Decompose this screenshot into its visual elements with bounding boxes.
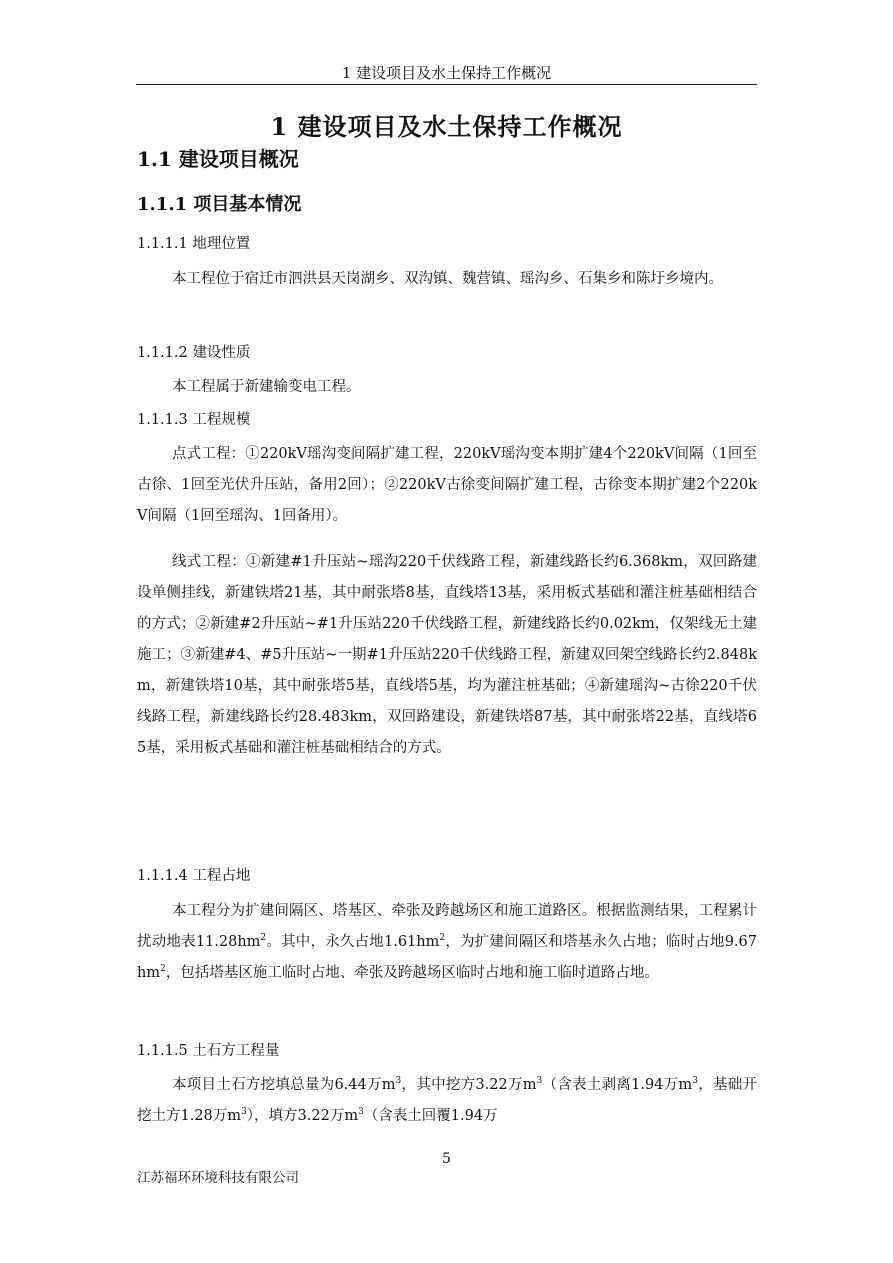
paragraph-nature: 本工程属于新建输变电工程。 <box>172 379 361 395</box>
superscript: 3 <box>395 1076 402 1087</box>
superscript: 3 <box>536 1076 543 1087</box>
page-number: 5 <box>442 1151 451 1167</box>
land-text-b: 。其中，永久占地1.61hm <box>266 934 440 950</box>
earthwork-text-d: ，基础开挖土方1.28万m <box>137 1077 757 1124</box>
superscript: 2 <box>160 964 166 975</box>
running-header: 1 建设项目及水土保持工作概况 <box>341 64 552 82</box>
subsection-title: 1.1.1 项目基本情况 <box>137 194 302 215</box>
superscript: 2 <box>260 933 267 944</box>
paragraph-earthwork <box>137 1070 757 1132</box>
earthwork-text-e: ），填方3.22万m <box>246 1108 359 1124</box>
earthwork-text-f: （含表土回覆1.94万 <box>363 1108 498 1124</box>
land-text-d: ，包括塔基区施工临时占地、牵张及跨越场区临时占地和施工临时道路占地。 <box>165 965 659 981</box>
superscript: 3 <box>241 1107 247 1118</box>
paragraph-land <box>137 896 757 989</box>
heading-location: 1.1.1.1 地理位置 <box>137 236 251 252</box>
chapter-title: 1 建设项目及水土保持工作概况 <box>270 112 623 141</box>
earthwork-text-b: ，其中挖方3.22万m <box>401 1077 537 1093</box>
paragraph-line-works: 线式工程：①新建#1升压站~瑶沟220千伏线路工程，新建线路长约6.368km，双回路建设单侧挂线，新建铁塔21基，其中耐张塔8基，直线塔13基，采用板式基础和灌注桩基础相结合的方式；②新建#2升压站~#1升压站220千伏线路工程，新建线路长约0.02km，仅架线无土建施工；③新建#4、#5升压站~一期#1升压站220千伏线路工程，新建双回架空线路长约2.848km，新建铁塔10基，其中耐张塔5基，直线塔5基，均为灌注桩基础；④新建瑶沟~古徐220千伏线路工程，新建线路长约28.483km，双回路建设，新建铁塔87基，其中耐张塔22基，直线塔65基，采用板式基础和灌注桩基础相结合的方式。 <box>137 554 757 756</box>
heading-earthwork: 1.1.1.5 土石方工程量 <box>137 1043 280 1059</box>
superscript: 2 <box>439 933 446 944</box>
superscript: 3 <box>692 1076 698 1087</box>
heading-nature: 1.1.1.2 建设性质 <box>137 345 251 361</box>
paragraph-location: 本工程位于宿迁市泗洪县天岗湖乡、双沟镇、魏营镇、瑶沟乡、石集乡和陈圩乡境内。 <box>172 271 723 287</box>
section-title: 1.1 建设项目概况 <box>137 147 299 171</box>
footer-company: 江苏福环环境科技有限公司 <box>137 1170 299 1186</box>
heading-scale: 1.1.1.3 工程规模 <box>137 412 251 428</box>
land-text-a: 本工程分为扩建间隔区、塔基区、牵张及跨越场区和施工道路区。根据监测结果，工程累计扰动地表11.28hm <box>137 903 757 950</box>
earthwork-text-c: （含表土剥离1.94万m <box>542 1077 693 1093</box>
heading-land: 1.1.1.4 工程占地 <box>137 868 251 884</box>
header-rule <box>136 84 757 85</box>
paragraph-point-works: 点式工程：①220kV瑶沟变间隔扩建工程，220kV瑶沟变本期扩建4个220kV间隔（1回至古徐、1回至光伏升压站，备用2回）；②220kV古徐变间隔扩建工程，古徐变本期扩建2个220kV间隔（1回至瑶沟、1回备用）。 <box>137 446 757 524</box>
land-text-c: ，为扩建间隔区和塔基永久占地；临时占地9.67hm <box>137 934 757 981</box>
earthwork-text-a: 本项目土石方挖填总量为6.44万m <box>172 1077 396 1093</box>
superscript: 3 <box>358 1107 364 1118</box>
